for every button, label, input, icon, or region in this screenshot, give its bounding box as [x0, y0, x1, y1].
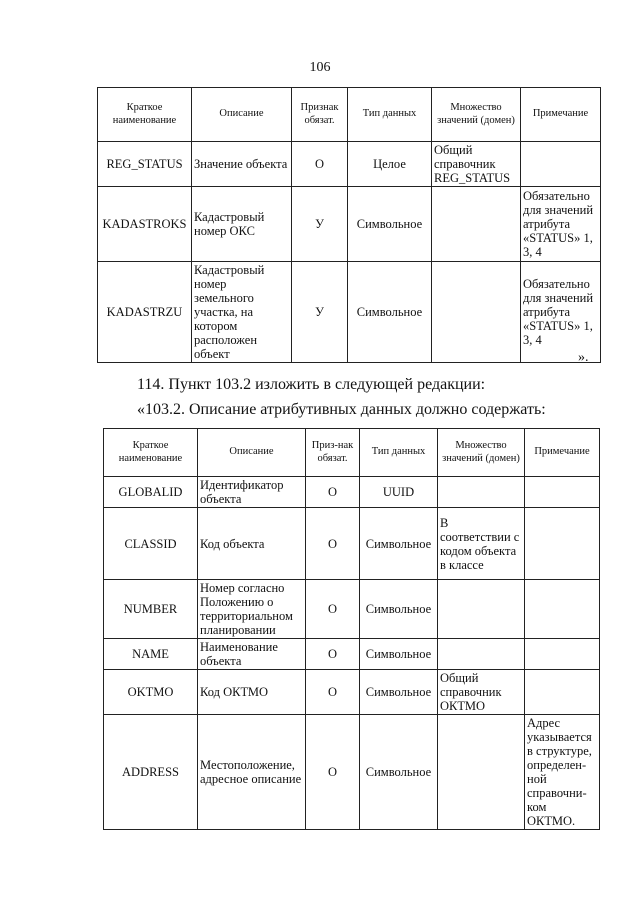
table-header-row	[98, 88, 601, 142]
header-domain: Множество значений (домен)	[438, 429, 525, 477]
header-description: Описание	[198, 429, 306, 477]
cell-mandatory: О	[306, 670, 360, 715]
cell-short-name: KADASTROKS	[98, 187, 192, 262]
cell-mandatory: О	[292, 142, 348, 187]
cell-domain: Общий справочник REG_STATUS	[432, 142, 521, 187]
cell-data-type: Целое	[348, 142, 432, 187]
cell-note	[525, 477, 600, 508]
amendment-paragraph: 114. Пункт 103.2 изложить в следующей редакции:	[137, 376, 486, 393]
cell-description: Значение объекта	[192, 142, 292, 187]
cell-mandatory: О	[306, 715, 360, 830]
cell-note: Обязательно для значений атрибута «STATUS» 1, 3, 4	[521, 187, 601, 262]
cell-note	[521, 142, 601, 187]
cell-mandatory: У	[292, 262, 348, 363]
table-row	[104, 715, 600, 830]
cell-data-type: Символьное	[360, 715, 438, 830]
cell-note: Обязательно для значений атрибута «STATUS» 1, 3, 4	[521, 262, 601, 363]
cell-data-type: UUID	[360, 477, 438, 508]
cell-note: Адрес указывается в структуре, определен-ной справочни-ком ОКТМО.	[525, 715, 600, 830]
header-short-name: Краткое наименование	[104, 429, 198, 477]
header-domain: Множество значений (домен)	[432, 88, 521, 142]
cell-mandatory: У	[292, 187, 348, 262]
cell-data-type: Символьное	[348, 187, 432, 262]
cell-data-type: Символьное	[360, 670, 438, 715]
section-heading: «103.2. Описание атрибутивных данных должно содержать:	[137, 401, 546, 418]
table-row	[104, 670, 600, 715]
cell-note	[525, 670, 600, 715]
cell-domain	[438, 580, 525, 639]
cell-note	[525, 580, 600, 639]
cell-domain: Общий справочник ОКТМО	[438, 670, 525, 715]
cell-note	[525, 639, 600, 670]
table-row	[104, 477, 600, 508]
header-note: Примечание	[525, 429, 600, 477]
cell-description: Номер согласно Положению о территориальном планировании	[198, 580, 306, 639]
cell-mandatory: О	[306, 508, 360, 580]
cell-description: Наименование объекта	[198, 639, 306, 670]
header-mandatory: Приз-нак обязат.	[306, 429, 360, 477]
table-row	[104, 639, 600, 670]
cell-data-type: Символьное	[360, 508, 438, 580]
cell-description: Кадастровый номер земельного участка, на котором расположен объект	[192, 262, 292, 363]
cell-short-name: NUMBER	[104, 580, 198, 639]
cell-short-name: ADDRESS	[104, 715, 198, 830]
cell-mandatory: О	[306, 580, 360, 639]
cell-domain: В соответствии с кодом объекта в классе	[438, 508, 525, 580]
header-description: Описание	[192, 88, 292, 142]
cell-short-name: GLOBALID	[104, 477, 198, 508]
cell-domain	[432, 187, 521, 262]
table-row	[104, 580, 600, 639]
cell-mandatory: О	[306, 639, 360, 670]
cell-description: Код объекта	[198, 508, 306, 580]
header-mandatory: Признак обязат.	[292, 88, 348, 142]
page-number: 106	[309, 60, 331, 75]
cell-short-name: NAME	[104, 639, 198, 670]
header-data-type: Тип данных	[360, 429, 438, 477]
cell-domain	[438, 715, 525, 830]
cell-short-name: CLASSID	[104, 508, 198, 580]
cell-description: Идентификатор объекта	[198, 477, 306, 508]
cell-mandatory: О	[306, 477, 360, 508]
attributes-table-1	[97, 87, 601, 363]
cell-description: Код ОКТМО	[198, 670, 306, 715]
table-header-row	[104, 429, 600, 477]
cell-short-name: OKTMO	[104, 670, 198, 715]
header-data-type: Тип данных	[348, 88, 432, 142]
cell-description: Кадастровый номер ОКС	[192, 187, 292, 262]
cell-short-name: KADASTRZU	[98, 262, 192, 363]
attributes-table-2	[103, 428, 600, 830]
cell-data-type: Символьное	[348, 262, 432, 363]
header-note: Примечание	[521, 88, 601, 142]
cell-data-type: Символьное	[360, 639, 438, 670]
cell-data-type: Символьное	[360, 580, 438, 639]
cell-domain	[438, 477, 525, 508]
table-row	[104, 508, 600, 580]
table-row	[98, 262, 601, 363]
cell-note	[525, 508, 600, 580]
closing-quote: ».	[578, 350, 589, 365]
cell-domain	[432, 262, 521, 363]
cell-domain	[438, 639, 525, 670]
cell-description: Местоположение, адресное описание	[198, 715, 306, 830]
table-row	[98, 142, 601, 187]
table-row	[98, 187, 601, 262]
cell-short-name: REG_STATUS	[98, 142, 192, 187]
header-short-name: Краткое наименование	[98, 88, 192, 142]
